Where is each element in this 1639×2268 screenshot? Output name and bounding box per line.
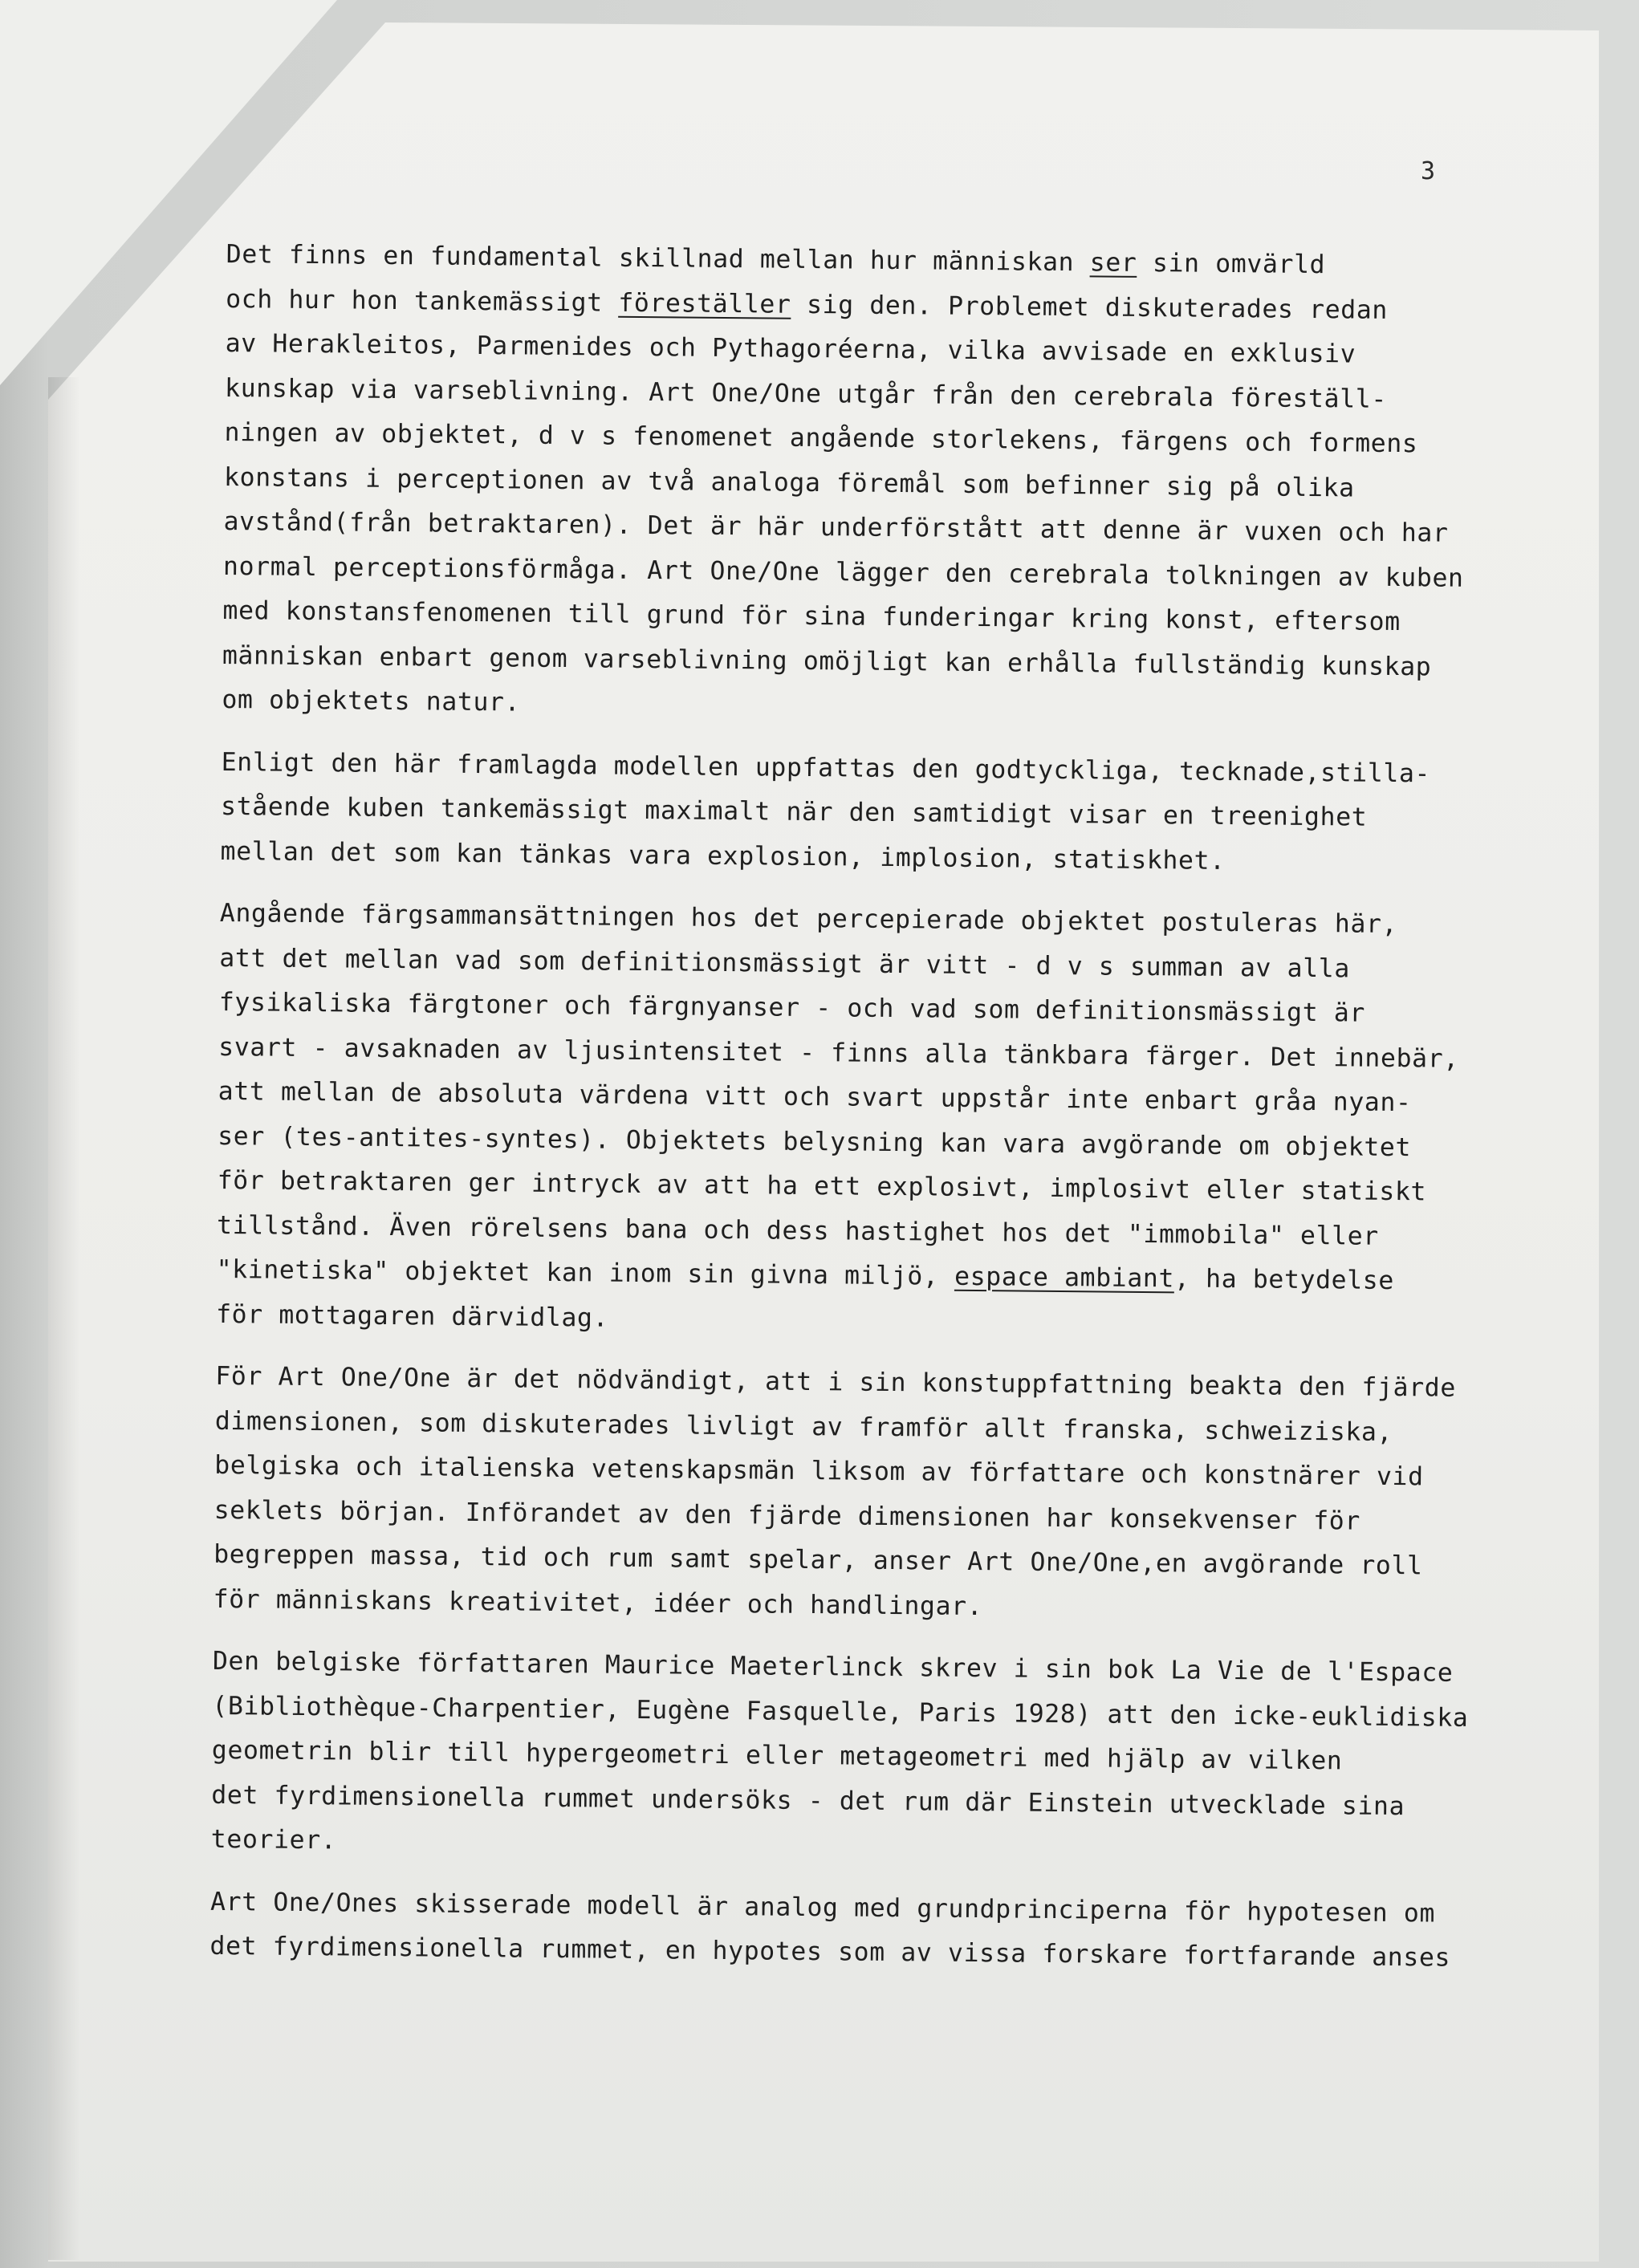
text-segment: sig den. Problemet diskuterades redan [791, 290, 1389, 325]
text-segment: med konstansfenomenen till grund för sina funderingar kring konst, eftersom [222, 595, 1401, 637]
text-segment: att mellan de absoluta värdena vitt och svart uppstår inte enbart gråa nyan- [218, 1076, 1412, 1118]
text-segment: dimensionen, som diskuterades livligt av framför allt franska, schweiziska, [214, 1406, 1393, 1447]
paragraph [222, 233, 1495, 735]
text-segment: "kinetiska" objektet kan inom sin givna miljö, [216, 1254, 955, 1291]
text-segment: belgiska och italienska vetenskapsmän liksom av författare och konstnärer vid [214, 1450, 1424, 1492]
underlined-term: ser [1089, 248, 1137, 278]
text-segment: Den belgiske författaren Maurice Maeterlinck skrev i sin bok La Vie de l'Espace [212, 1646, 1454, 1688]
text-segment: Enligt den här framlagda modellen uppfattas den godtyckliga, tecknade,stilla- [221, 747, 1431, 788]
text-segment: , ha betydelse [1173, 1264, 1395, 1296]
text-segment: stående kuben tankemässigt maximalt när den samtidigt visar en treenighet [220, 791, 1368, 832]
text-segment: det fyrdimensionella rummet undersöks - det rum där Einstein utvecklade sina [211, 1780, 1405, 1821]
text-segment: ningen av objektet, d v s fenomenet angående storlekens, färgens och formens [224, 417, 1418, 459]
text-segment: för människans kreativitet, idéer och handlingar. [213, 1584, 983, 1621]
page-fold-shadow [48, 377, 80, 2260]
text-segment: fysikaliska färgtoner och färgnyanser - och vad som definitionsmässigt är [218, 987, 1366, 1028]
text-segment: Art One/Ones skisserade modell är analog med grundprinciperna för hypotesen om [209, 1887, 1436, 1929]
text-segment: om objektets natur. [222, 685, 521, 717]
text-segment: ser (tes-antites-syntes). Objektets belysning kan vara avgörande om objektet [218, 1121, 1412, 1162]
paragraph [216, 892, 1488, 1349]
text-segment: normal perceptionsförmåga. Art One/One lägger den cerebrala tolkningen av kuben [222, 551, 1464, 593]
page-number: 3 [1421, 157, 1436, 185]
underlined-term: föreställer [618, 288, 791, 319]
text-segment: geometrin blir till hypergeometri eller metageometri med hjälp av vilken [211, 1735, 1343, 1776]
text-segment: att det mellan vad som definitionsmässigt är vitt - d v s summan av alla [219, 943, 1351, 983]
text-segment: tillstånd. Även rörelsens bana och dess hastighet hos det "immobila" eller [216, 1210, 1380, 1251]
text-segment: svart - avsaknaden av ljusintensitet - finns alla tänkbara färger. Det innebär, [218, 1032, 1459, 1074]
text-segment: mellan det som kan tänkas vara explosion, implosion, statiskhet. [220, 836, 1226, 876]
text-segment: för mottagaren därvidlag. [215, 1299, 609, 1333]
paragraph [211, 1640, 1482, 1875]
text-segment: Angående färgsammansättningen hos det percepierade objektet postuleras här, [219, 898, 1398, 940]
text-segment: sin omvärld [1137, 248, 1326, 280]
text-segment: för betraktaren ger intryck av att ha ett explosivt, implosivt eller statiskt [217, 1165, 1427, 1207]
text-segment: av Herakleitos, Parmenides och Pythagoréerna, vilka avvisade en exklusiv [225, 328, 1356, 369]
text-segment: begreppen massa, tid och rum samt spelar, anser Art One/One,en avgörande roll [214, 1539, 1423, 1581]
text-segment: (Bibliothèque-Charpentier, Eugène Fasquelle, Paris 1928) att den icke-euklidiska [212, 1691, 1469, 1733]
text-segment: seklets början. Införandet av den fjärde dimensionen har konsekvenser för [214, 1495, 1361, 1536]
text-segment: teorier. [210, 1824, 337, 1855]
text-segment: avstånd(från betraktaren). Det är här underförstått att denne är vuxen och har [223, 506, 1449, 548]
text-segment: För Art One/One är det nödvändigt, att i sin konstuppfattning beakta den fjärde [215, 1361, 1457, 1403]
text-segment: det fyrdimensionella rummet, en hypotes som av vissa forskare fortfarande anses [209, 1931, 1451, 1973]
text-segment: och hur hon tankemässigt [226, 284, 619, 318]
underlined-term: espace ambiant [954, 1262, 1175, 1294]
text-segment: kunskap via varseblivning. Art One/One utgår från den cerebrala föreställ- [224, 373, 1388, 414]
paragraph [220, 740, 1490, 886]
paragraph [213, 1355, 1483, 1634]
typewritten-body [209, 233, 1495, 1999]
text-segment: Det finns en fundamental skillnad mellan hur människan [226, 239, 1090, 278]
text-segment: konstans i perceptionen av två analoga föremål som befinner sig på olika [223, 462, 1355, 503]
text-segment: människan enbart genom varseblivning omöjligt kan erhålla fullständig kunskap [222, 640, 1432, 681]
paragraph [209, 1880, 1478, 1981]
